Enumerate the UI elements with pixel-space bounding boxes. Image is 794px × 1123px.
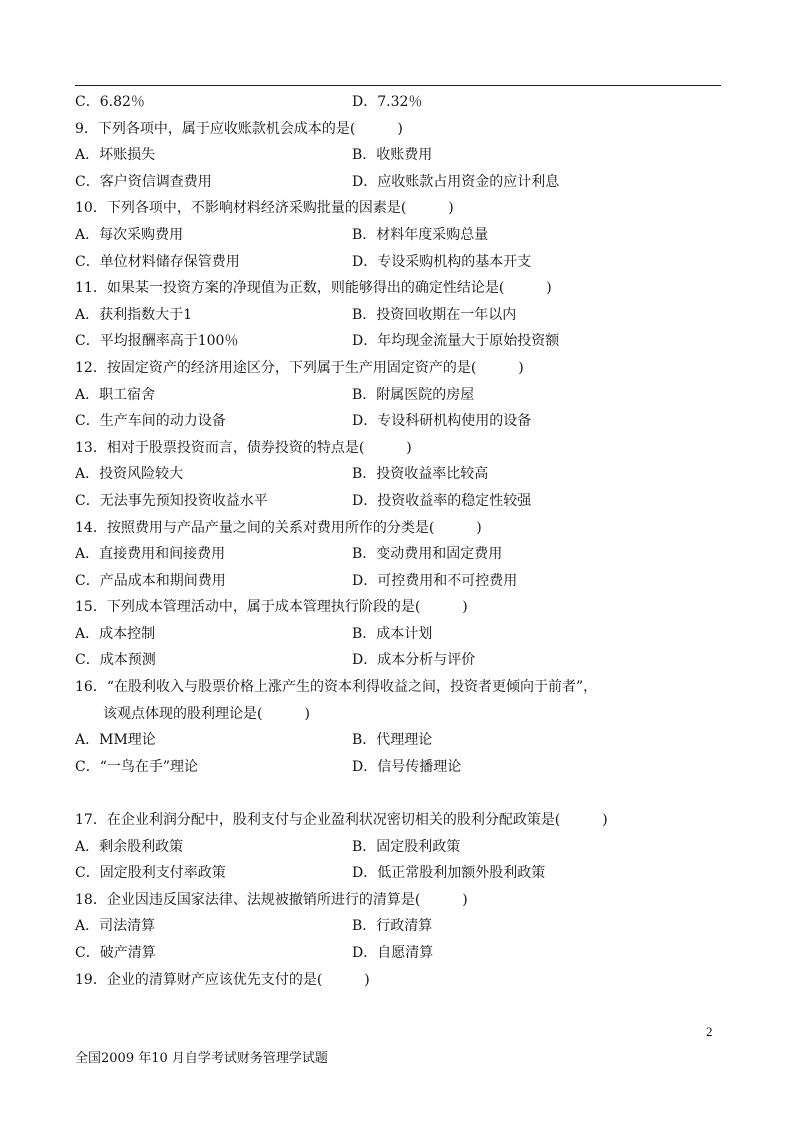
option-b: B．材料年度采购总量 [352,226,489,243]
blank-line [75,780,725,807]
exam-body [75,89,725,993]
option-row [75,860,725,887]
header-rule [75,85,721,86]
option-a: A．司法清算 [75,918,156,935]
option-b: B．附属医院的房屋 [352,386,475,403]
option-row [75,727,725,754]
option-b: B．投资回收期在一年以内 [352,306,517,323]
option-c: C．6.82％ [75,94,145,110]
option-d: D．应收账款占用资金的应计利息 [352,173,560,190]
option-c: C．“一鸟在手”理论 [75,758,199,775]
option-d: D．年均现金流量大于原始投资额 [352,333,560,350]
question-16-stem: 16．“在股利收入与股票价格上涨产生的资本利得收益之间，投资者更倾向于前者”， [75,679,598,696]
option-b: B．变动费用和固定费用 [352,546,503,563]
option-row [75,541,725,568]
question-13-stem: 13．相对于股票投资而言，债券投资的特点是( ) [75,439,412,456]
option-d: D．低正常股利加额外股利政策 [352,865,546,882]
option-row [75,647,725,674]
option-c: C．固定股利支付率政策 [75,865,226,882]
question-15-stem: 15．下列成本管理活动中，属于成本管理执行阶段的是( ) [75,599,468,616]
option-d: D．投资收益率的稳定性较强 [352,492,532,509]
option-b: B．固定股利政策 [352,838,461,855]
page-number: 2 [706,1024,713,1039]
option-row [75,754,725,781]
option-b: B．收账费用 [352,147,433,164]
option-a: A．剩余股利政策 [75,838,184,855]
option-b: B．代理理论 [352,732,433,749]
option-d: D．信号传播理论 [352,758,462,775]
option-a: A．成本控制 [75,625,156,642]
option-row [75,461,725,488]
option-c: C．无法事先预知投资收益水平 [75,492,268,509]
question-17-stem: 17．在企业利润分配中，股利支付与企业盈利状况密切相关的股利分配政策是( ) [75,812,608,829]
option-row [75,302,725,329]
option-a: A．坏账损失 [75,147,156,164]
option-row [75,169,725,196]
option-c: C．平均报酬率高于100％ [75,333,239,350]
option-row [75,834,725,861]
option-d: D．自愿清算 [352,945,434,961]
option-a: A．职工宿舍 [75,386,156,403]
option-d: D．专设科研机构使用的设备 [352,413,532,430]
option-c: C．客户资信调查费用 [75,173,212,190]
question-19-stem: 19．企业的清算财产应该优先支付的是( ) [75,971,370,988]
option-c: C．成本预测 [75,652,156,669]
option-b: B．行政清算 [352,918,433,935]
option-a: A．获利指数大于1 [75,306,193,323]
option-c: C．生产车间的动力设备 [75,413,226,430]
option-row [75,382,725,409]
option-row [75,142,725,169]
option-row [75,249,725,276]
option-b: B．投资收益率比较高 [352,466,489,483]
option-row [75,940,725,967]
option-d: D．成本分析与评价 [352,652,476,669]
option-c: C．单位材料储存保管费用 [75,253,240,270]
question-9-stem: 9．下列各项中，属于应收账款机会成本的是( ) [75,120,403,137]
option-a: A．直接费用和间接费用 [75,546,226,563]
question-16-stem-continued: 该观点体现的股利理论是( ) [103,705,310,722]
option-row [75,89,725,116]
option-c: C．破产清算 [75,945,156,961]
option-a: A．每次采购费用 [75,226,184,243]
option-d: D．可控费用和不可控费用 [352,572,518,589]
option-row [75,913,725,940]
footer-title: 全国2009 年10 月自学考试财务管理学试题 [75,1051,328,1066]
option-a: A．投资风险较大 [75,466,184,483]
question-11-stem: 11．如果某一投资方案的净现值为正数，则能够得出的确定性结论是( ) [75,280,552,297]
option-a: A．MM理论 [75,732,156,749]
question-18-stem: 18．企业因违反国家法律、法规被撤销所进行的清算是( ) [75,891,468,908]
question-12-stem: 12．按固定资产的经济用途区分，下列属于生产用固定资产的是( ) [75,359,524,376]
option-row [75,488,725,515]
option-row [75,568,725,595]
option-b: B．成本计划 [352,625,433,642]
option-d: D．7.32％ [352,94,423,110]
question-14-stem: 14．按照费用与产品产量之间的关系对费用所作的分类是( ) [75,519,482,536]
option-row [75,222,725,249]
option-d: D．专设采购机构的基本开支 [352,253,532,270]
option-row [75,408,725,435]
option-c: C．产品成本和期间费用 [75,572,226,589]
option-row [75,621,725,648]
option-row [75,328,725,355]
question-10-stem: 10．下列各项中，不影响材料经济采购批量的因素是( ) [75,200,454,217]
